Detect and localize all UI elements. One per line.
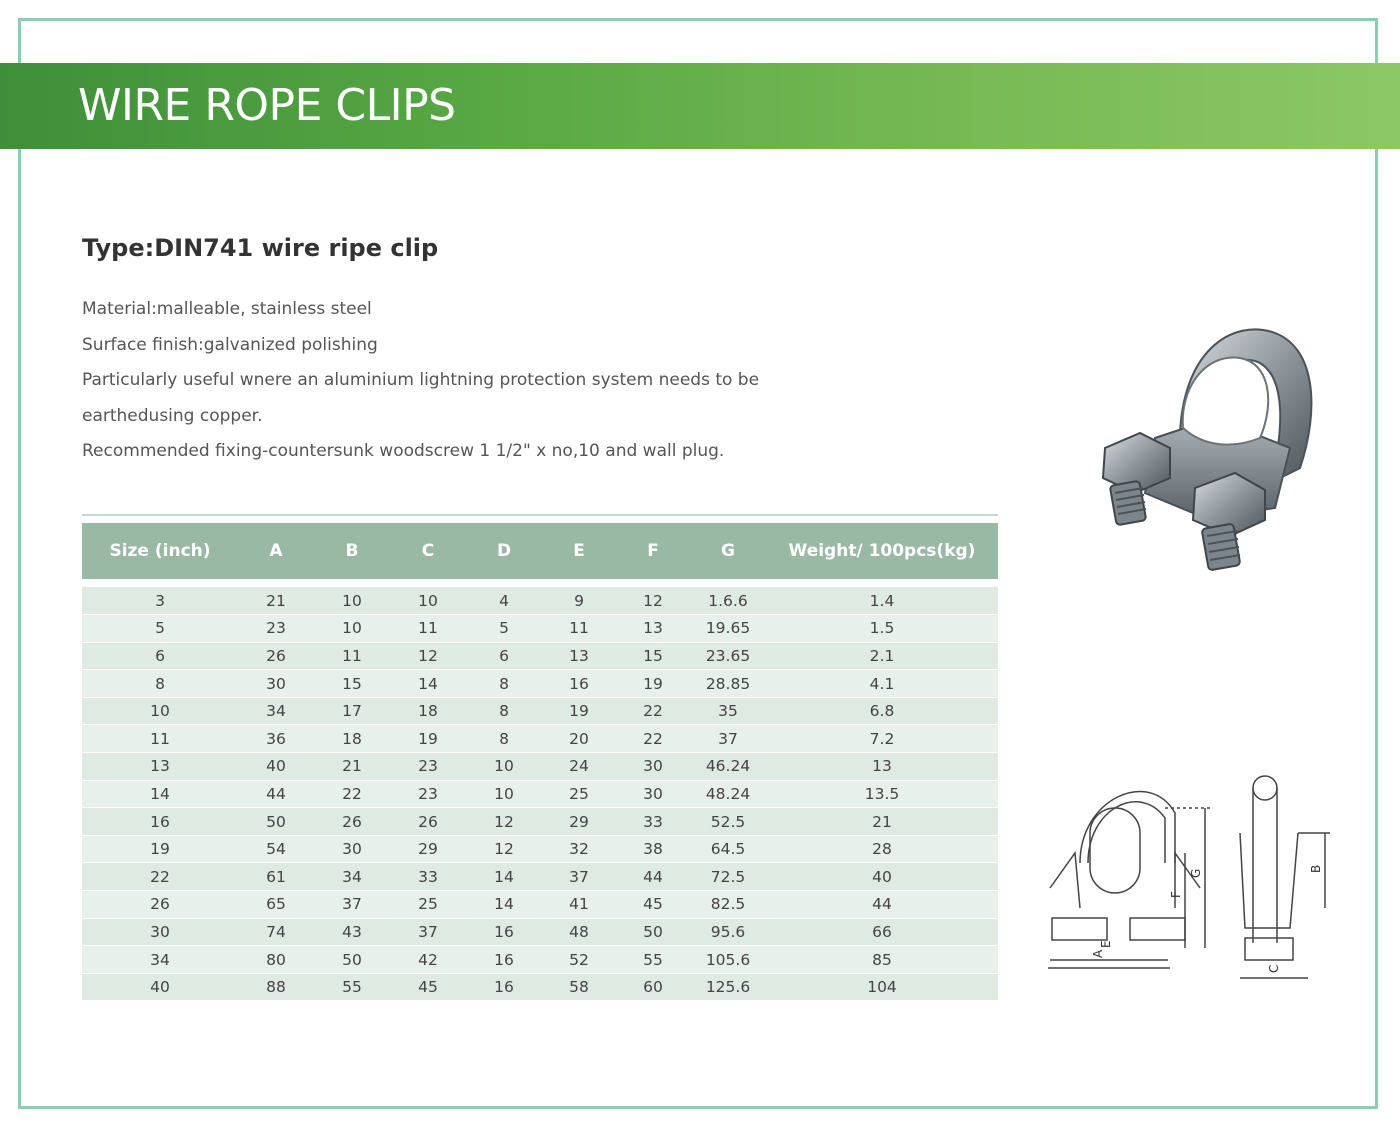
table-row bbox=[82, 615, 998, 643]
table-row bbox=[82, 863, 998, 891]
table-cell: 25 bbox=[542, 780, 616, 808]
table-cell: 72.5 bbox=[690, 863, 766, 891]
table-cell: 35 bbox=[690, 697, 766, 725]
spec-table bbox=[82, 523, 998, 1001]
table-cell: 34 bbox=[314, 863, 390, 891]
table-cell: 64.5 bbox=[690, 835, 766, 863]
table-cell: 41 bbox=[542, 891, 616, 919]
table-cell: 44 bbox=[766, 891, 998, 919]
column-header-d: D bbox=[496, 541, 512, 561]
table-cell: 5 bbox=[82, 615, 238, 643]
table-cell: 21 bbox=[238, 587, 314, 615]
table-cell: 45 bbox=[616, 891, 690, 919]
table-cell: 34 bbox=[238, 697, 314, 725]
table-row bbox=[82, 670, 998, 698]
table-cell: 11 bbox=[390, 615, 466, 643]
table-cell: 22 bbox=[82, 863, 238, 891]
table-cell: 50 bbox=[238, 808, 314, 836]
table-cell: 14 bbox=[466, 863, 542, 891]
table-cell: 125.6 bbox=[690, 973, 766, 1001]
table-cell: 40 bbox=[766, 863, 998, 891]
table-cell: 8 bbox=[466, 697, 542, 725]
table-cell: 4.1 bbox=[766, 670, 998, 698]
table-cell: 48 bbox=[542, 918, 616, 946]
table-header-row bbox=[82, 523, 998, 579]
column-header-e: E bbox=[573, 541, 585, 561]
table-cell: 12 bbox=[616, 587, 690, 615]
dimension-label-e: E bbox=[1099, 940, 1113, 948]
dimension-label-f: F bbox=[1169, 891, 1183, 898]
table-cell: 12 bbox=[390, 642, 466, 670]
column-header-a: A bbox=[269, 541, 283, 561]
table-row bbox=[82, 642, 998, 670]
table-cell: 104 bbox=[766, 973, 998, 1001]
table-row bbox=[82, 835, 998, 863]
dimension-label-c: C bbox=[1267, 964, 1281, 973]
table-cell: 42 bbox=[390, 946, 466, 974]
table-cell: 23 bbox=[390, 780, 466, 808]
table-cell: 52 bbox=[542, 946, 616, 974]
column-header-f: F bbox=[647, 541, 659, 561]
table-cell: 26 bbox=[82, 891, 238, 919]
table-cell: 21 bbox=[314, 753, 390, 781]
table-row bbox=[82, 973, 998, 1001]
table-cell: 2.1 bbox=[766, 642, 998, 670]
table-row bbox=[82, 725, 998, 753]
table-cell: 37 bbox=[314, 891, 390, 919]
table-cell: 23 bbox=[238, 615, 314, 643]
table-row bbox=[82, 808, 998, 836]
table-cell: 10 bbox=[82, 697, 238, 725]
table-cell: 30 bbox=[616, 753, 690, 781]
column-header-b: B bbox=[345, 541, 359, 561]
table-cell: 29 bbox=[542, 808, 616, 836]
table-cell: 4 bbox=[466, 587, 542, 615]
table-cell: 9 bbox=[542, 587, 616, 615]
table-row bbox=[82, 697, 998, 725]
table-cell: 43 bbox=[314, 918, 390, 946]
table-cell: 58 bbox=[542, 973, 616, 1001]
table-cell: 33 bbox=[616, 808, 690, 836]
table-cell: 74 bbox=[238, 918, 314, 946]
table-cell: 36 bbox=[238, 725, 314, 753]
table-cell: 30 bbox=[82, 918, 238, 946]
table-cell: 61 bbox=[238, 863, 314, 891]
table-cell: 28 bbox=[766, 835, 998, 863]
table-cell: 37 bbox=[390, 918, 466, 946]
column-header-c: C bbox=[421, 541, 435, 561]
column-header-g: G bbox=[721, 541, 735, 561]
table-cell: 52.5 bbox=[690, 808, 766, 836]
product-type-heading: Type:DIN741 wire ripe clip bbox=[82, 234, 439, 262]
table-cell: 8 bbox=[466, 670, 542, 698]
table-cell: 19.65 bbox=[690, 615, 766, 643]
table-cell: 11 bbox=[82, 725, 238, 753]
table-cell: 22 bbox=[616, 725, 690, 753]
table-cell: 21 bbox=[766, 808, 998, 836]
table-row bbox=[82, 946, 998, 974]
table-cell: 34 bbox=[82, 946, 238, 974]
table-cell: 33 bbox=[390, 863, 466, 891]
table-cell: 88 bbox=[238, 973, 314, 1001]
table-cell: 6 bbox=[82, 642, 238, 670]
table-cell: 19 bbox=[390, 725, 466, 753]
table-cell: 55 bbox=[616, 946, 690, 974]
table-cell: 23.65 bbox=[690, 642, 766, 670]
table-cell: 50 bbox=[616, 918, 690, 946]
table-cell: 95.6 bbox=[690, 918, 766, 946]
table-cell: 55 bbox=[314, 973, 390, 1001]
table-cell: 17 bbox=[314, 697, 390, 725]
table-cell: 16 bbox=[466, 918, 542, 946]
table-cell: 10 bbox=[466, 780, 542, 808]
table-cell: 16 bbox=[542, 670, 616, 698]
table-cell: 54 bbox=[238, 835, 314, 863]
table-cell: 15 bbox=[616, 642, 690, 670]
table-cell: 8 bbox=[82, 670, 238, 698]
table-cell: 25 bbox=[390, 891, 466, 919]
description-line: Recommended fixing-countersunk woodscrew 1 1/2" x no,10 and wall plug. bbox=[82, 441, 725, 461]
table-cell: 14 bbox=[466, 891, 542, 919]
table-cell: 22 bbox=[314, 780, 390, 808]
table-row bbox=[82, 753, 998, 781]
description-line: Particularly useful wnere an aluminium lightning protection system needs to be bbox=[82, 370, 760, 390]
table-row bbox=[82, 780, 998, 808]
table-cell: 20 bbox=[542, 725, 616, 753]
table-cell: 60 bbox=[616, 973, 690, 1001]
table-cell: 66 bbox=[766, 918, 998, 946]
description-line: earthedusing copper. bbox=[82, 405, 263, 426]
wire-rope-clip-photo bbox=[1085, 308, 1325, 588]
table-cell: 19 bbox=[542, 697, 616, 725]
table-cell: 26 bbox=[238, 642, 314, 670]
table-cell: 19 bbox=[82, 835, 238, 863]
table-cell: 44 bbox=[238, 780, 314, 808]
table-cell: 26 bbox=[390, 808, 466, 836]
table-cell: 16 bbox=[466, 973, 542, 1001]
table-cell: 6.8 bbox=[766, 697, 998, 725]
table-cell: 8 bbox=[466, 725, 542, 753]
table-cell: 37 bbox=[690, 725, 766, 753]
right-nut bbox=[1130, 918, 1185, 940]
table-cell: 18 bbox=[314, 725, 390, 753]
table-cell: 24 bbox=[542, 753, 616, 781]
table-cell: 13 bbox=[616, 615, 690, 643]
table-cell: 10 bbox=[390, 587, 466, 615]
table-cell: 80 bbox=[238, 946, 314, 974]
table-cell: 30 bbox=[238, 670, 314, 698]
table-cell: 10 bbox=[314, 587, 390, 615]
table-cell: 18 bbox=[390, 697, 466, 725]
dimension-label-g: G bbox=[1189, 868, 1203, 878]
table-cell: 13 bbox=[82, 753, 238, 781]
table-cell: 13 bbox=[766, 753, 998, 781]
left-nut bbox=[1052, 918, 1107, 940]
table-cell: 65 bbox=[238, 891, 314, 919]
clip-saddle-opening bbox=[1090, 808, 1140, 893]
table-cell: 26 bbox=[314, 808, 390, 836]
table-cell: 10 bbox=[466, 753, 542, 781]
column-header-size: Size (inch) bbox=[109, 541, 211, 561]
table-cell: 40 bbox=[82, 973, 238, 1001]
dimension-label-b: B bbox=[1309, 864, 1323, 873]
table-cell: 1.5 bbox=[766, 615, 998, 643]
table-cell: 11 bbox=[314, 642, 390, 670]
table-cell: 11 bbox=[542, 615, 616, 643]
table-row bbox=[82, 918, 998, 946]
table-row bbox=[82, 891, 998, 919]
table-cell: 15 bbox=[314, 670, 390, 698]
table-cell: 29 bbox=[390, 835, 466, 863]
page-title: WIRE ROPE CLIPS bbox=[78, 80, 456, 131]
table-cell: 37 bbox=[542, 863, 616, 891]
table-cell: 50 bbox=[314, 946, 390, 974]
table-cell: 14 bbox=[390, 670, 466, 698]
table-cell: 28.85 bbox=[690, 670, 766, 698]
spec-table-container bbox=[82, 514, 998, 1001]
table-cell: 30 bbox=[616, 780, 690, 808]
table-cell: 22 bbox=[616, 697, 690, 725]
table-cell: 12 bbox=[466, 835, 542, 863]
table-cell: 44 bbox=[616, 863, 690, 891]
table-cell: 1.4 bbox=[766, 587, 998, 615]
table-cell: 13.5 bbox=[766, 780, 998, 808]
table-cell: 16 bbox=[82, 808, 238, 836]
table-cell: 40 bbox=[238, 753, 314, 781]
table-cell: 85 bbox=[766, 946, 998, 974]
table-cell: 32 bbox=[542, 835, 616, 863]
table-cell: 12 bbox=[466, 808, 542, 836]
table-cell: 19 bbox=[616, 670, 690, 698]
table-body bbox=[82, 579, 998, 1001]
table-cell: 13 bbox=[542, 642, 616, 670]
table-cell: 45 bbox=[390, 973, 466, 1001]
description-line: Material:malleable, stainless steel bbox=[82, 299, 372, 319]
table-cell: 48.24 bbox=[690, 780, 766, 808]
table-cell: 46.24 bbox=[690, 753, 766, 781]
dimension-label-a: A bbox=[1091, 949, 1105, 958]
table-cell: 82.5 bbox=[690, 891, 766, 919]
table-cell: 6 bbox=[466, 642, 542, 670]
table-cell: 38 bbox=[616, 835, 690, 863]
table-cell: 3 bbox=[82, 587, 238, 615]
table-cell: 10 bbox=[314, 615, 390, 643]
column-header-weight: Weight/ 100pcs(kg) bbox=[788, 541, 976, 561]
table-cell: 7.2 bbox=[766, 725, 998, 753]
table-cell: 16 bbox=[466, 946, 542, 974]
table-cell: 105.6 bbox=[690, 946, 766, 974]
dimension-drawing bbox=[1040, 768, 1340, 988]
table-cell: 23 bbox=[390, 753, 466, 781]
table-cell: 1.6.6 bbox=[690, 587, 766, 615]
table-cell: 5 bbox=[466, 615, 542, 643]
table-cell: 14 bbox=[82, 780, 238, 808]
description-line: Surface finish:galvanized polishing bbox=[82, 334, 378, 355]
table-cell: 30 bbox=[314, 835, 390, 863]
table-row bbox=[82, 587, 998, 615]
product-description bbox=[82, 292, 762, 470]
